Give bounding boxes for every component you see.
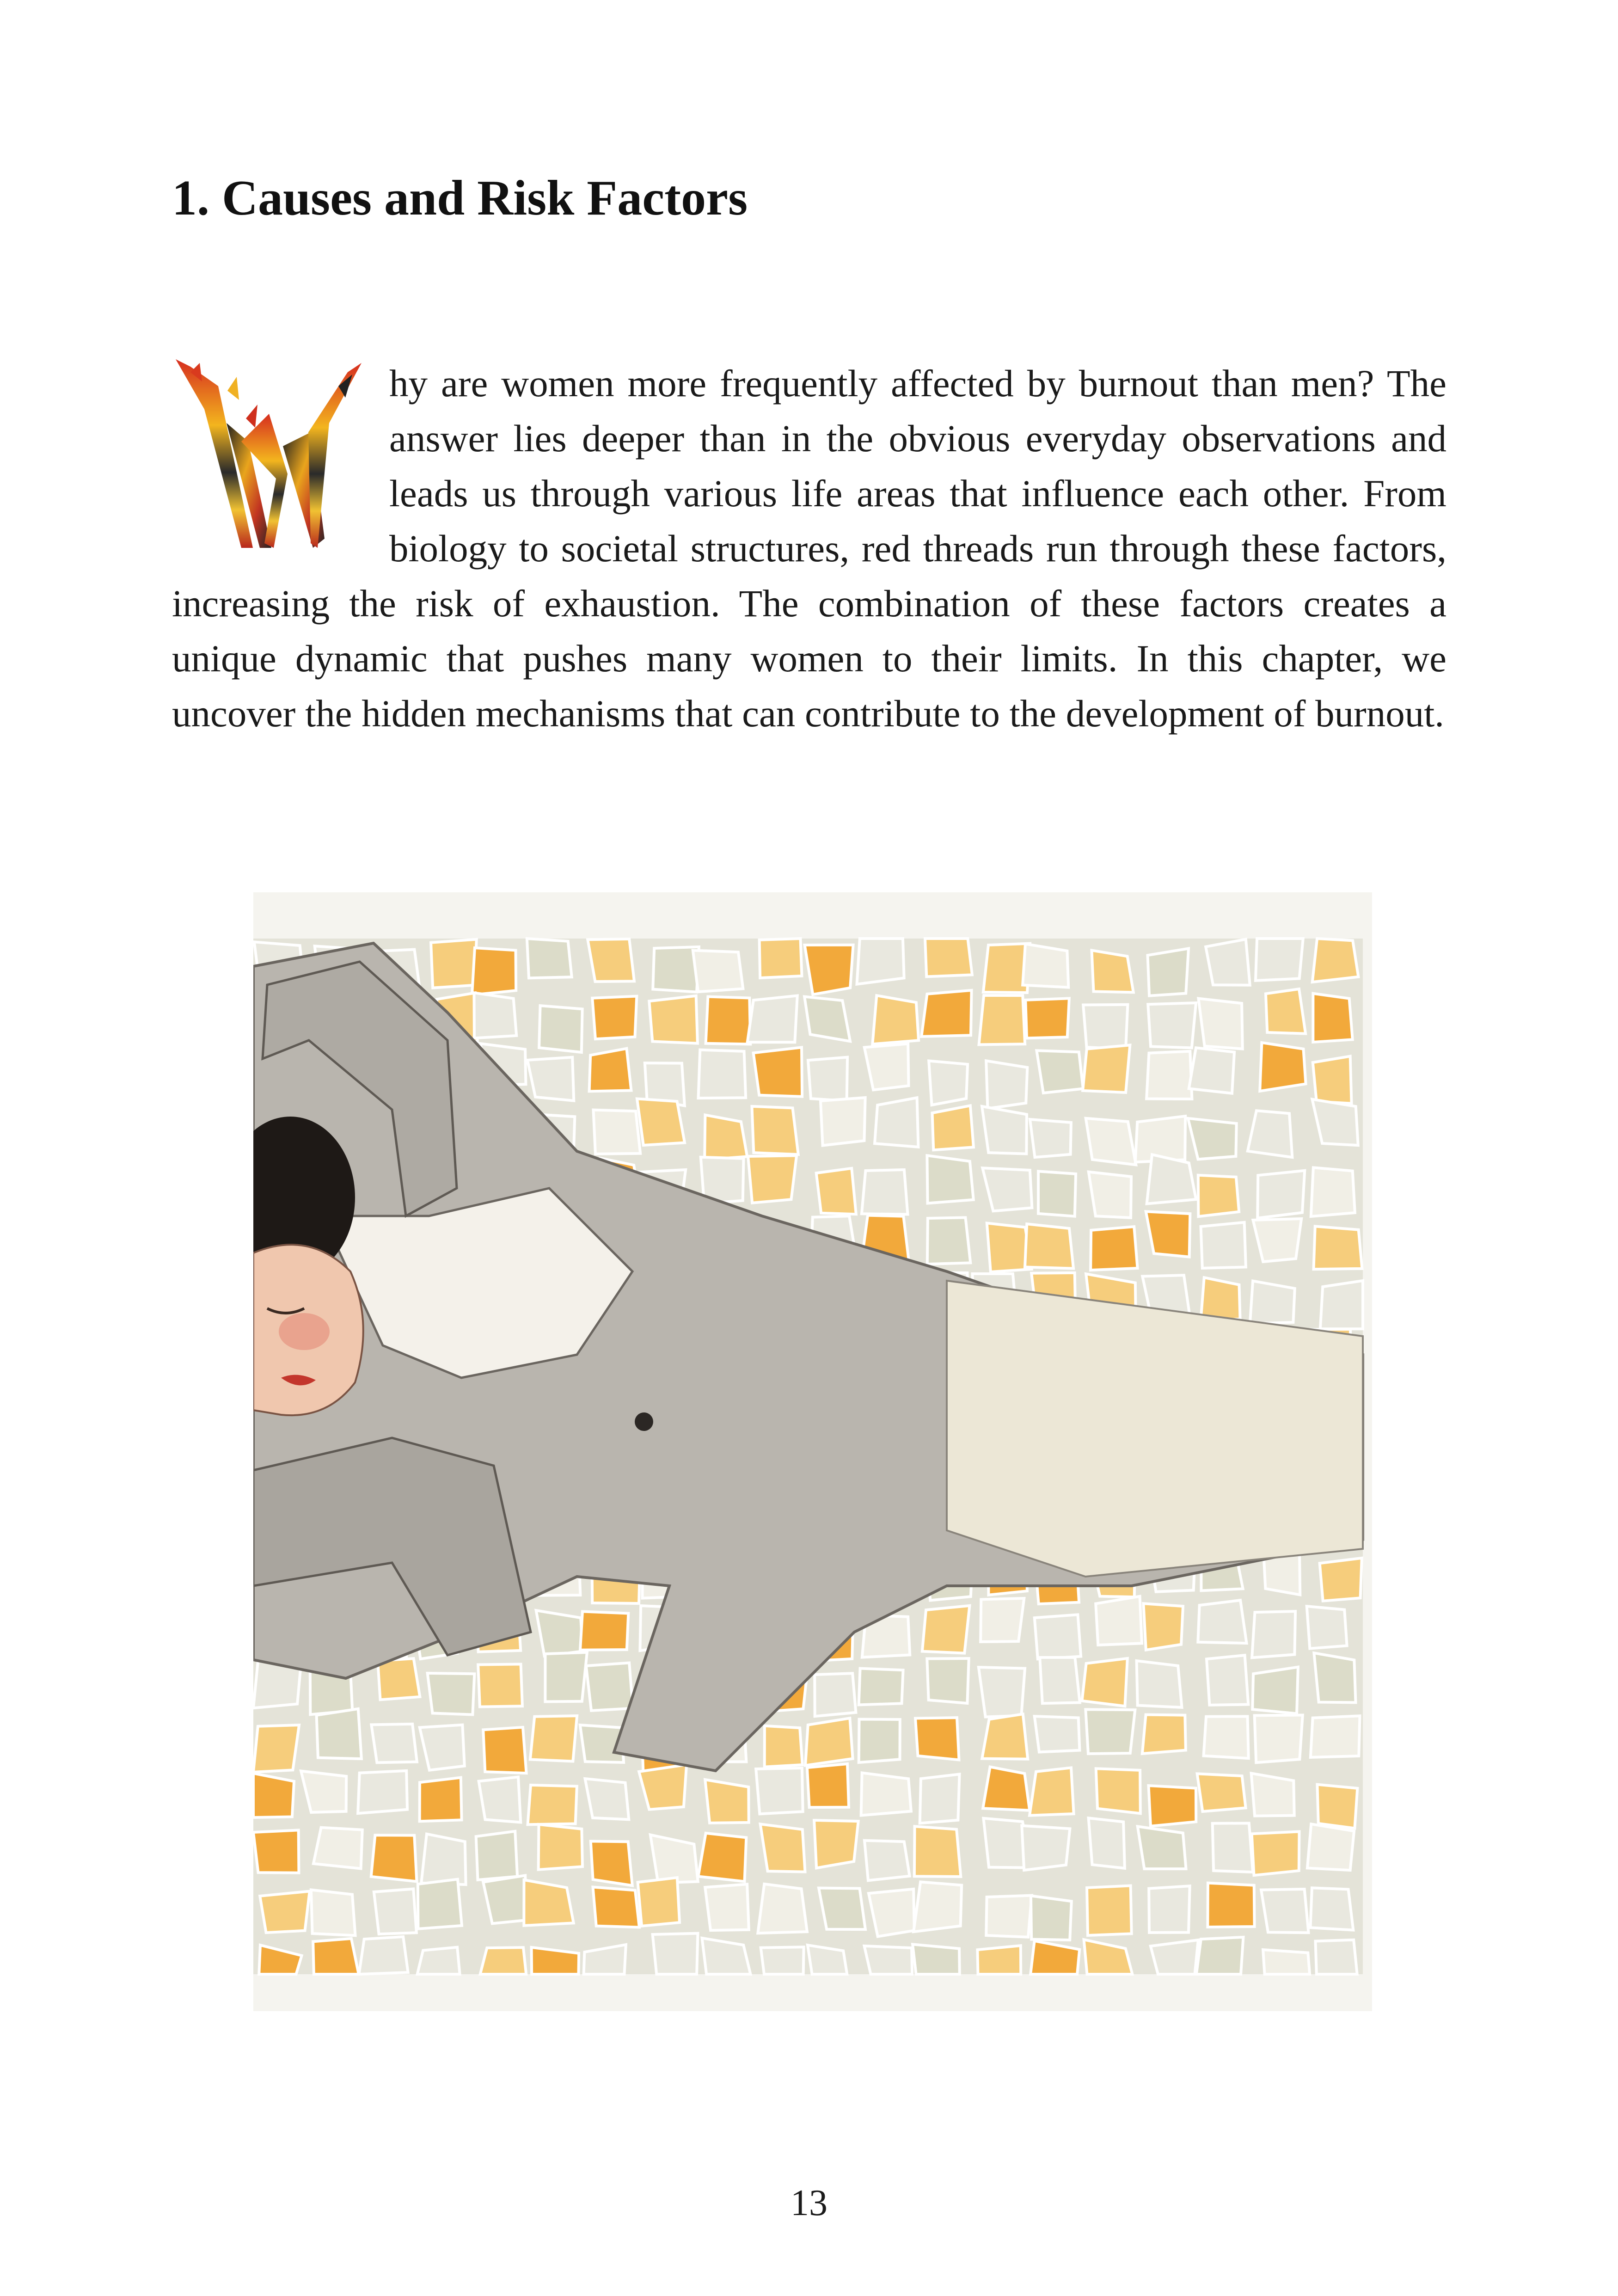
mosaic-tile (815, 1673, 856, 1716)
mosaic-tile (979, 1667, 1025, 1717)
mosaic-tile (532, 1947, 579, 1974)
mosaic-tile (586, 1663, 633, 1711)
mosaic-tile (1143, 1603, 1183, 1650)
mosaic-tile (649, 996, 698, 1044)
mosaic-tile (1086, 1118, 1136, 1165)
mosaic-tile (1198, 1175, 1239, 1216)
mosaic-tile (1206, 939, 1250, 985)
mosaic-tile (1196, 1937, 1243, 1974)
mosaic-tile (1320, 1281, 1363, 1329)
mosaic-tile (914, 1826, 961, 1877)
mosaic-tile (476, 1831, 517, 1880)
mosaic-tile (1035, 1615, 1081, 1659)
mosaic-tile (1252, 1667, 1298, 1714)
mosaic-tile (1307, 1824, 1354, 1870)
mosaic-tile (932, 1105, 974, 1150)
mosaic-tile (1314, 1653, 1355, 1702)
mosaic-tile (1314, 1226, 1362, 1269)
mosaic-tile (765, 1726, 803, 1767)
mosaic-tile (693, 950, 743, 992)
mosaic-tile (864, 1946, 913, 1974)
mosaic-tile (1025, 1224, 1073, 1268)
mosaic-tile (705, 1780, 748, 1823)
mosaic-tile (981, 1598, 1024, 1642)
mosaic-tile (1040, 1658, 1080, 1703)
mosaic-tile (591, 1841, 632, 1885)
mosaic-tile (1256, 939, 1303, 981)
mosaic-tile (589, 1049, 631, 1092)
mosaic-tile (864, 1044, 909, 1090)
mosaic-tile (915, 1718, 959, 1760)
mosaic-tile (872, 995, 919, 1044)
mosaic-tile (698, 1050, 746, 1099)
mosaic-tile (982, 1106, 1027, 1154)
mosaic-tile (650, 1835, 698, 1883)
mosaic-tile (539, 1824, 582, 1870)
mosaic-tile (1204, 1716, 1249, 1758)
mosaic-tile (593, 1110, 640, 1154)
mosaic-tile (748, 1155, 797, 1203)
mosaic-tile (1313, 994, 1352, 1042)
mosaic-tile (593, 1887, 639, 1927)
mosaic-tile (311, 1890, 355, 1935)
mosaic-tile (313, 1939, 359, 1974)
mosaic-tile (705, 1115, 747, 1160)
mosaic-tile (1311, 1716, 1360, 1757)
mosaic-tile (1149, 1886, 1189, 1933)
mosaic-tile (1312, 939, 1359, 982)
mosaic-tile (592, 996, 637, 1039)
mosaic-tile (808, 1945, 847, 1974)
mosaic-tile (1248, 1111, 1292, 1157)
mosaic-tile (358, 1771, 407, 1813)
mosaic-tile (483, 1875, 527, 1923)
mosaic-tile (1146, 1051, 1192, 1099)
mosaic-tile (1083, 1045, 1130, 1093)
mosaic-tile (1252, 1611, 1295, 1658)
mosaic-tile (698, 1833, 746, 1882)
mosaic-tile (317, 1709, 362, 1759)
mosaic-tile (1261, 1889, 1308, 1933)
mosaic-tile (1085, 1709, 1135, 1754)
mosaic-tile (421, 1834, 466, 1885)
mosaic-tile (927, 1658, 968, 1703)
mosaic-tile (1197, 1774, 1246, 1811)
mosaic-tile (758, 1884, 807, 1933)
mosaic-tile (374, 1889, 417, 1934)
mosaic-tile (859, 1669, 903, 1705)
mosaic-tile (1307, 1606, 1347, 1648)
mosaic-tile (431, 939, 477, 988)
mosaic-tile (864, 1841, 910, 1881)
mosaic-tile (1089, 1172, 1131, 1218)
mosaic-tile (536, 1610, 583, 1656)
mosaic-tile (925, 939, 972, 976)
mosaic-tile (1022, 1826, 1070, 1870)
mosaic-tile (1315, 1940, 1357, 1974)
mosaic-tile (1310, 1888, 1353, 1930)
page-number: 13 (791, 2183, 827, 2223)
mosaic-tile (1148, 1003, 1196, 1048)
mosaic-tile (1260, 1043, 1305, 1091)
mosaic-tile (1148, 948, 1189, 995)
mosaic-tile (859, 1719, 900, 1762)
mosaic-tile (760, 939, 802, 978)
mosaic-tile (756, 1768, 803, 1814)
mosaic-tile (1023, 944, 1068, 988)
mosaic-tile (875, 1098, 918, 1147)
mosaic-tile (1031, 1896, 1072, 1940)
mosaic-tile (1025, 998, 1069, 1038)
mosaic-tile (1142, 1715, 1186, 1754)
mosaic-tile (857, 939, 904, 984)
mosaic-tile (1092, 950, 1134, 992)
mosaic-tile (748, 995, 797, 1042)
mosaic-tile (983, 1767, 1030, 1811)
mosaic-tile (1253, 1219, 1301, 1262)
mosaic-tile (1138, 1826, 1186, 1869)
mosaic-tile (807, 1764, 849, 1807)
mosaic-tile (705, 1884, 749, 1930)
mosaic-tile (378, 1658, 420, 1700)
mosaic-tile (760, 1824, 805, 1872)
mosaic-tile (1146, 1211, 1190, 1257)
mosaic-tile (1087, 1885, 1132, 1935)
cheek (279, 1313, 330, 1350)
mosaic-tile (982, 1714, 1028, 1759)
mosaic-tile (977, 1946, 1021, 1974)
mosaic-tile (862, 1170, 908, 1215)
mosaic-tile (861, 1773, 911, 1815)
mosaic-tile (1263, 1950, 1310, 1974)
mosaic-tile (1096, 1596, 1142, 1645)
mosaic-tile (527, 1057, 574, 1101)
mosaic-tile (1207, 1655, 1248, 1705)
mosaic-tile (428, 1673, 475, 1715)
mosaic-tile (420, 1778, 462, 1822)
mosaic-tile (816, 1168, 856, 1214)
mosaic-tile (313, 1828, 362, 1869)
mosaic-tile (1096, 1768, 1140, 1813)
mosaic-tile (1147, 1154, 1196, 1203)
mosaic-tile (804, 997, 850, 1042)
mosaic-tile (472, 948, 516, 995)
mosaic-tile (819, 1888, 865, 1930)
mosaic-tile (479, 1777, 521, 1822)
mosaic-tile (639, 1765, 686, 1810)
mosaic-tile (805, 1718, 853, 1765)
mosaic-tile (1255, 1715, 1303, 1763)
mosaic-tile (979, 995, 1025, 1045)
mosaic-tile (1030, 1119, 1071, 1157)
suit-button (635, 1412, 653, 1431)
mosaic-tile (253, 1773, 294, 1817)
mosaic-tile (1320, 1558, 1362, 1601)
mosaic-tile (653, 1934, 698, 1974)
mosaic-tile (913, 1882, 962, 1932)
mosaic-tile (527, 939, 572, 978)
mosaic-tile (752, 1106, 798, 1154)
drop-cap-spacer (172, 356, 389, 576)
intro-paragraph (172, 356, 1446, 741)
mosaic-tile (371, 1835, 417, 1881)
mosaic-tile (1148, 1786, 1196, 1826)
mosaic-tile (808, 1057, 847, 1101)
mosaic-tile (927, 1155, 973, 1203)
mosaic-tile (1188, 1118, 1237, 1160)
mosaic-tile (1251, 1773, 1294, 1816)
mosaic-tile (539, 1006, 582, 1052)
mosaic-tile (588, 939, 634, 982)
mosaic-tile (1089, 1818, 1125, 1868)
mosaic-tile (1257, 1171, 1305, 1218)
mosaic-tile (1201, 1222, 1246, 1268)
mosaic-tile (761, 1947, 804, 1974)
mosaic-tile (418, 1879, 462, 1929)
mosaic-tile (417, 1947, 460, 1974)
mosaic-tile (1252, 1832, 1299, 1876)
mosaic-tile (359, 1937, 408, 1974)
mosaic-tile (920, 1774, 960, 1823)
mosaic-tile (260, 1891, 310, 1933)
mosaic-tile (1030, 1768, 1074, 1815)
mosaic-tile (1036, 1050, 1083, 1093)
mosaic-tile (528, 1785, 577, 1824)
mosaic-tile (1311, 1167, 1355, 1216)
mosaic-tile (545, 1652, 587, 1702)
mosaic-tile (1151, 1940, 1198, 1974)
mosaic-tile (480, 1947, 527, 1974)
mosaic-tile (638, 1878, 680, 1926)
mosaic-tile (921, 990, 971, 1037)
mosaic-tile (986, 1896, 1032, 1937)
mosaic-tile (478, 1664, 522, 1707)
mosaic-tile (927, 1217, 971, 1264)
mosaic-tile (706, 997, 751, 1044)
mosaic-tile (524, 1880, 573, 1926)
mosaic-tile (1198, 999, 1242, 1049)
mosaic-tile (1035, 1716, 1080, 1752)
mosaic-tile (483, 1727, 526, 1773)
mosaic-tile (1083, 1005, 1128, 1049)
mosaic-tile (1250, 1281, 1295, 1324)
mosaic-tile (1213, 1823, 1253, 1872)
mosaic-tile (1082, 1658, 1127, 1706)
mosaic-tile (1198, 1600, 1246, 1643)
mosaic-tile (1091, 1227, 1137, 1270)
mosaic-tile (253, 1830, 299, 1872)
mosaic-tile (754, 1047, 802, 1096)
mosaic-illustration (253, 892, 1372, 2011)
mosaic-tile (253, 1725, 299, 1772)
mosaic-tile (814, 1820, 858, 1868)
mosaic-tile (585, 1779, 629, 1819)
paragraph-text: hy are women more frequently affected by burnout than men? The answer lies deeper than in the obvious everyday observations and leads us through various life areas that influence each other. From biology to societal structures, red threads run through these factors, increasing the risk of exhaustion. The combination of these factors creates a unique dynamic that pushes many women to their limits. In this chapter, we uncover the hidden mechanisms that can contribute to the development of burnout. (172, 362, 1446, 735)
mosaic-tile (580, 1611, 628, 1650)
mosaic-tile (1207, 1883, 1254, 1927)
mosaic-tile (637, 1099, 685, 1145)
mosaic-tile (986, 1061, 1027, 1108)
mosaic-tile (530, 1716, 577, 1761)
mosaic-tile (474, 993, 516, 1038)
mosaic-tile (1137, 1661, 1182, 1707)
mosaic-tile (1038, 1171, 1076, 1216)
mosaic-tile (1317, 1785, 1357, 1829)
mosaic-tile (1189, 1048, 1234, 1093)
mosaic-tile (922, 1606, 970, 1653)
mosaic-tile (869, 1889, 914, 1937)
mosaic-tile (929, 1061, 968, 1105)
mosaic-tile (1313, 1056, 1352, 1104)
mosaic-tile (1266, 989, 1305, 1034)
mosaic-tile (913, 1944, 960, 1974)
mosaic-tile (805, 945, 853, 995)
chapter-title: 1. Causes and Risk Factors (172, 171, 748, 226)
mosaic-tile (821, 1098, 865, 1145)
mosaic-tile (371, 1724, 417, 1763)
